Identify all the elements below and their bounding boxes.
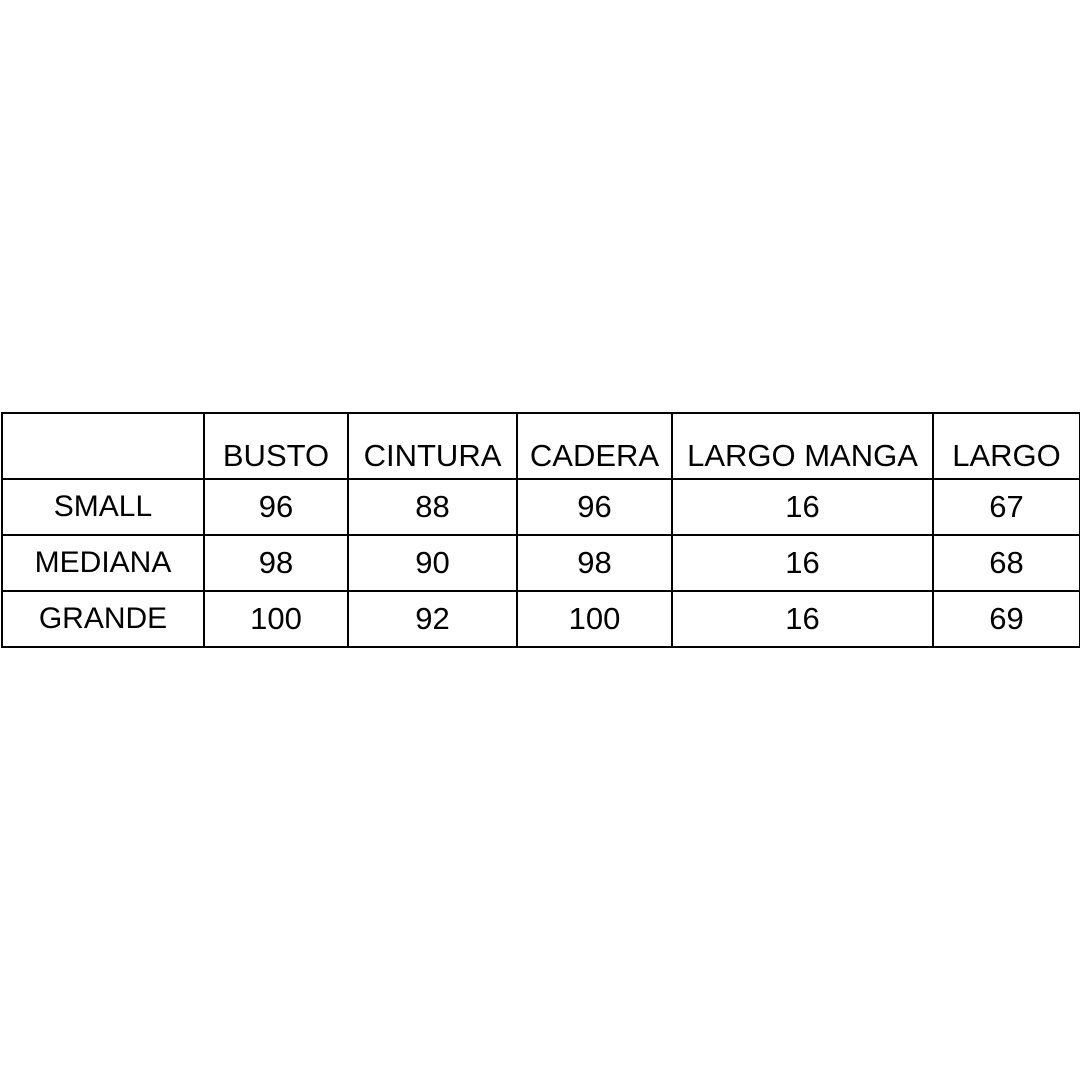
table-row: [2, 535, 1080, 591]
column-header-busto: BUSTO: [204, 413, 348, 479]
column-header-cadera: CADERA: [517, 413, 672, 479]
header-row: [2, 413, 1080, 479]
table-row: [2, 479, 1080, 535]
table-cell: 100: [517, 591, 672, 647]
column-header-largo: LARGO: [933, 413, 1080, 479]
table-cell: 98: [204, 535, 348, 591]
row-label-mediana: MEDIANA: [2, 535, 204, 591]
corner-cell: [2, 413, 204, 479]
table-cell: 16: [672, 591, 933, 647]
table-cell: 68: [933, 535, 1080, 591]
column-header-largo-manga: LARGO MANGA: [672, 413, 933, 479]
row-label-grande: GRANDE: [2, 591, 204, 647]
table-cell: 98: [517, 535, 672, 591]
table-cell: 69: [933, 591, 1080, 647]
table-cell: 67: [933, 479, 1080, 535]
table-cell: 100: [204, 591, 348, 647]
row-label-small: SMALL: [2, 479, 204, 535]
size-chart-table: [1, 412, 1080, 648]
table-cell: 96: [204, 479, 348, 535]
table-cell: 90: [348, 535, 517, 591]
table-cell: 16: [672, 535, 933, 591]
table-cell: 96: [517, 479, 672, 535]
table-row: [2, 591, 1080, 647]
column-header-cintura: CINTURA: [348, 413, 517, 479]
table-cell: 16: [672, 479, 933, 535]
table-cell: 88: [348, 479, 517, 535]
table-cell: 92: [348, 591, 517, 647]
